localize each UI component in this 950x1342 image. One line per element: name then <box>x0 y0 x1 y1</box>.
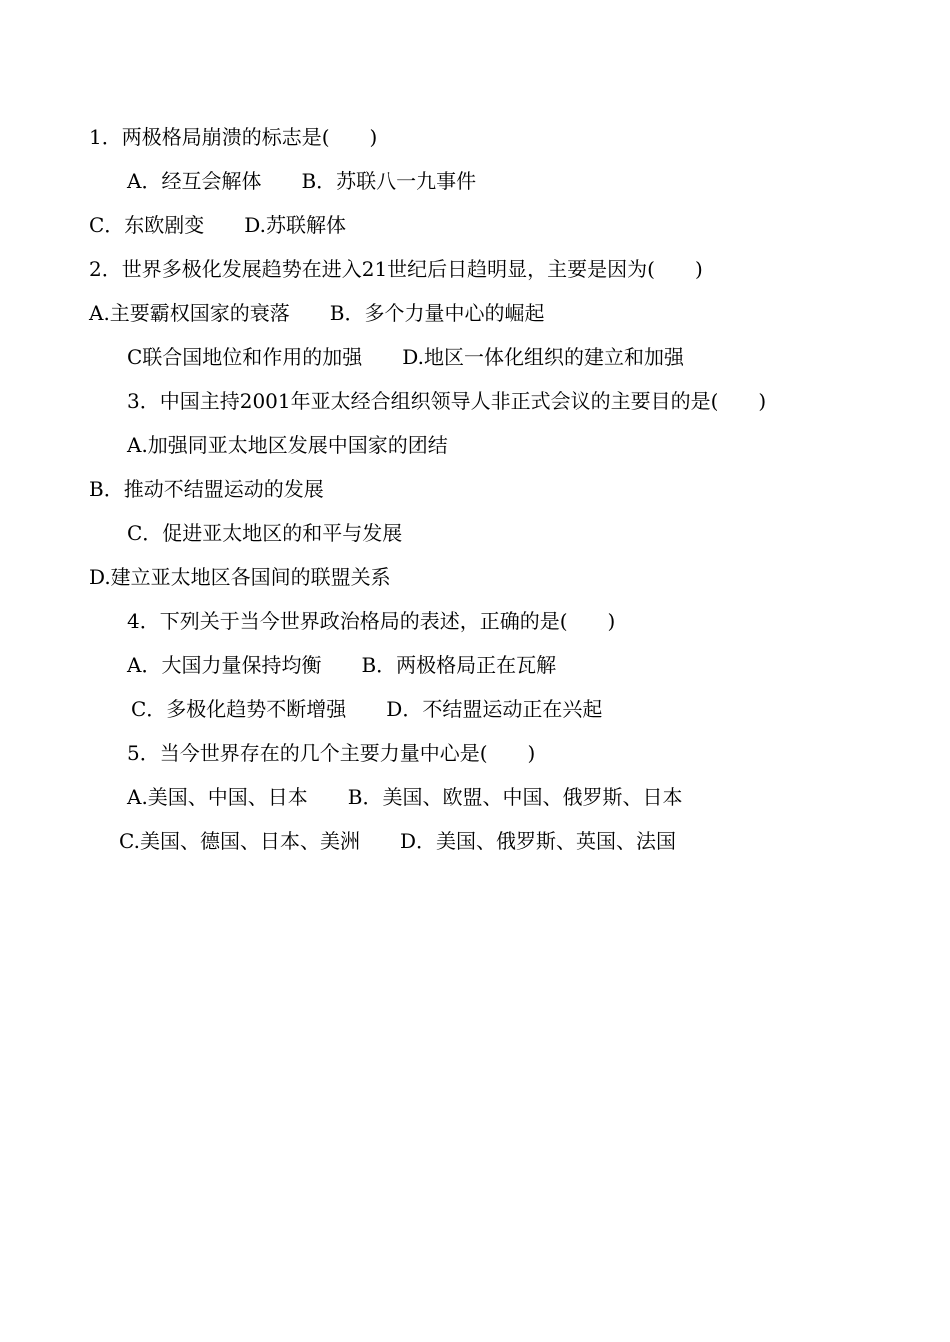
q2-options-ab: A.主要霸权国家的衰落 B．多个力量中心的崛起 <box>89 301 545 325</box>
q4-options-cd: C．多极化趋势不断增强 D．不结盟运动正在兴起 <box>131 697 603 721</box>
q5-stem: 5．当今世界存在的几个主要力量中心是( ) <box>127 741 536 765</box>
q5-options-ab: A.美国、中国、日本 B．美国、欧盟、中国、俄罗斯、日本 <box>127 785 683 809</box>
q4-stem: 4．下列关于当今世界政治格局的表述，正确的是( ) <box>127 609 616 633</box>
q1-options-ab: A．经互会解体 B．苏联八一九事件 <box>127 169 477 193</box>
q3-option-a: A.加强同亚太地区发展中国家的团结 <box>127 433 448 457</box>
q1-options-cd: C．东欧剧变 D.苏联解体 <box>89 213 346 237</box>
q5-options-cd: C.美国、德国、日本、美洲 D．美国、俄罗斯、英国、法国 <box>119 829 676 853</box>
q3-option-d: D.建立亚太地区各国间的联盟关系 <box>89 565 391 589</box>
q3-option-c: C．促进亚太地区的和平与发展 <box>127 521 403 545</box>
q3-stem: 3．中国主持2001年亚太经合组织领导人非正式会议的主要目的是( ) <box>127 389 767 413</box>
q2-stem: 2．世界多极化发展趋势在进入21世纪后日趋明显，主要是因为( ) <box>89 257 703 281</box>
q3-option-b: B．推动不结盟运动的发展 <box>89 477 324 501</box>
q4-options-ab: A．大国力量保持均衡 B．两极格局正在瓦解 <box>127 653 557 677</box>
q1-stem: 1．两极格局崩溃的标志是( ) <box>89 125 378 149</box>
q2-options-cd: C联合国地位和作用的加强 D.地区一体化组织的建立和加强 <box>127 345 684 369</box>
